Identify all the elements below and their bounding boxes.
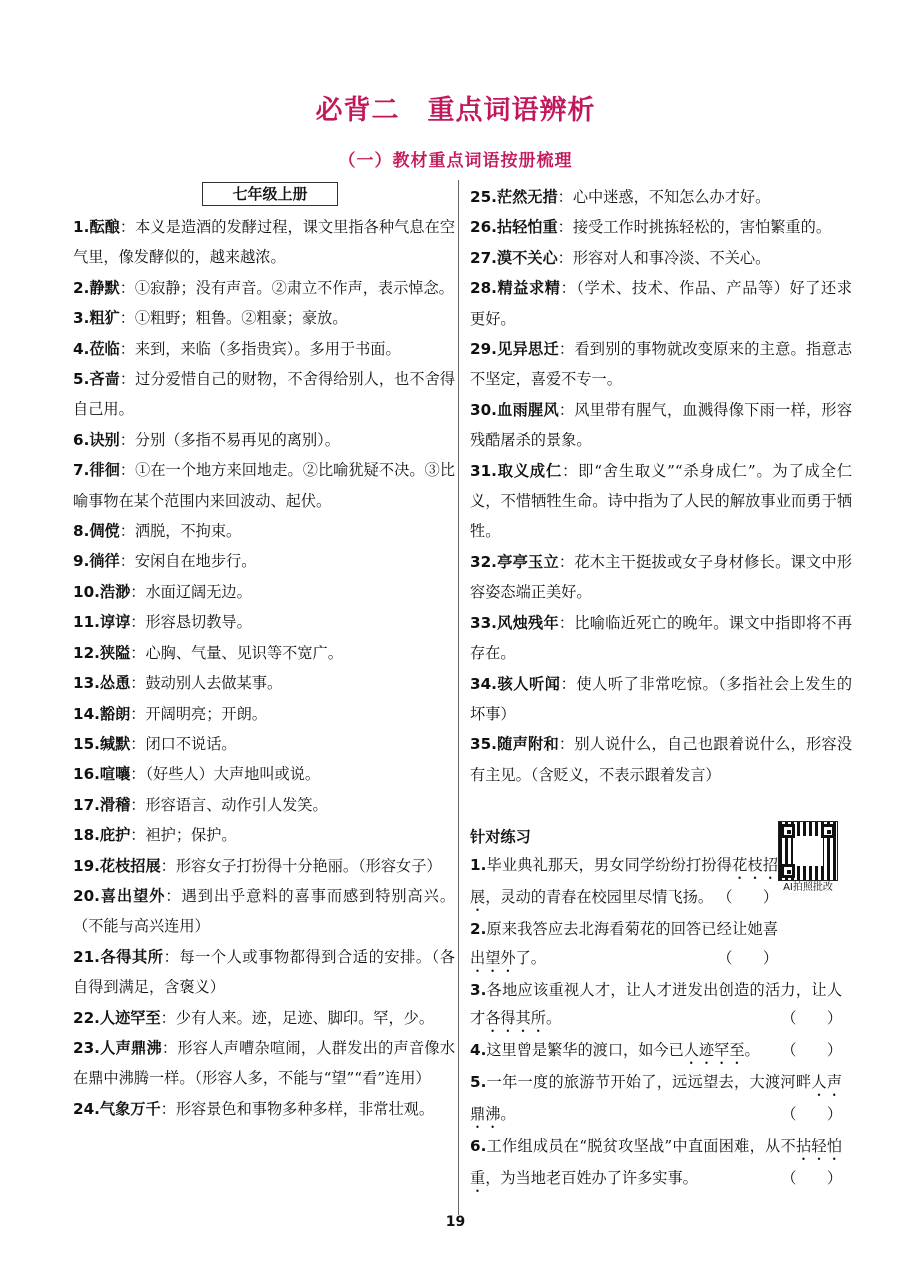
term-entry [73,303,455,333]
question-text: ，灵动的青春在校园里尽情飞扬。 [485,888,713,906]
entry-term: 倜傥 [89,522,120,541]
question-number: 3. [470,980,487,999]
entry-number: 9. [73,552,90,571]
entry-term: 精益求精 [496,279,561,298]
entry-term: 怂恿 [99,674,131,693]
term-entry [73,820,455,850]
right-column [470,182,852,790]
term-entry [73,546,455,576]
entry-term: 人迹罕至 [99,1008,161,1027]
entry-definition: ：（好些人）大声地叫或说。 [130,765,321,784]
entry-term: 莅临 [89,339,120,358]
entry-definition: ：心胸、气量、见识等不宽广。 [130,643,343,662]
entry-number: 28. [470,279,497,298]
entry-definition: ：本义是造酒的发酵过程，课文里指各种气息在空气里，像发酵似的，越来越浓。 [73,218,456,267]
entry-number: 16. [73,765,100,784]
entry-term: 血雨腥风 [496,400,559,419]
term-entry [470,608,852,669]
grade-label: 七年级上册 [202,182,338,206]
entry-definition: ：比喻临近死亡的晚年。课文中指即将不再存在。 [470,613,853,663]
entry-definition: ：袒护；保护。 [130,826,237,845]
dotted-term: 出望外 [470,948,516,967]
question-text: 一年一度的旅游节开始了，远远望去，大渡河畔 [486,1073,812,1092]
term-entry [73,790,455,820]
entry-number: 23. [73,1038,100,1057]
entry-term: 骇人听闻 [496,674,561,693]
entry-definition: ：少有人来。迹，足迹、脚印。罕，少。 [160,1008,435,1027]
answer-blank[interactable]: （ ） [781,1009,842,1028]
dotted-term: 人声鼎沸 [470,1073,843,1124]
term-entry [470,212,852,242]
entry-term: 喧嚷 [99,765,131,784]
entry-term: 缄默 [99,734,131,753]
entry-term: 吝啬 [89,370,120,389]
entry-term: 静默 [89,278,120,297]
question-text: ，为当地老百姓办了许多实事。 [485,1169,698,1188]
entry-term: 滑稽 [99,795,131,814]
entry-number: 22. [73,1008,100,1027]
term-entry [73,851,455,881]
entry-definition: ：形容女子打扮得十分艳丽。（形容女子） [160,856,442,875]
question-text: 毕业典礼那天，男女同学纷纷打扮得 [486,856,733,874]
term-entry [470,729,852,790]
entry-definition: ：①寂静；没有声音。②肃立不作声，表示悼念。 [119,278,454,297]
section-title: （一）教材重点词语按册梳理 [338,151,573,171]
question-number: 1. [470,856,487,874]
entry-definition: ：形容恳切教导。 [130,613,252,632]
entry-number: 34. [470,674,497,693]
question-number: 4. [470,1041,487,1060]
entry-definition: ：每一个人或事物都得到合适的安排。（各自得到满足，含褒义） [73,947,456,997]
entry-term: 徜徉 [89,552,120,571]
entry-term: 拈轻怕重 [496,218,558,237]
term-entry [73,1033,455,1094]
entry-definition: ：形容语言、动作引人发笑。 [130,795,328,814]
entry-number: 3. [73,309,90,328]
entry-number: 8. [73,522,90,541]
entry-definition: ：（学术、技术、作品、产品等）好了还求更好。 [470,279,853,328]
dotted-term: 花枝招展 [470,856,779,906]
entry-number: 27. [470,248,497,267]
question-list [470,851,842,1196]
entry-definition: ：来到，来临（多指贵宾）。多用于书面。 [119,339,401,358]
page-number: 19 [445,1214,466,1230]
right-entry-list [470,182,852,790]
practice-question [470,915,778,976]
entry-number: 7. [73,461,90,480]
entry-definition: ：分别（多指不易再见的离别）。 [119,430,340,449]
dotted-term: 各得其所 [485,1009,546,1028]
term-entry [470,273,852,334]
entry-number: 6. [73,430,90,449]
entry-number: 18. [73,826,100,845]
term-entry [73,881,455,942]
term-entry [73,759,455,789]
entry-number: 5. [73,370,90,389]
practice-question [470,1068,842,1132]
entry-number: 10. [73,582,100,601]
answer-blank[interactable]: （ ） [781,1169,842,1188]
practice-title: 针对练习 [470,828,531,846]
entry-term: 庇护 [99,826,131,845]
entry-number: 24. [73,1099,100,1118]
entry-definition: ：别人说什么，自己也跟着说什么，形容没有主见。（含贬义，不表示跟着发言） [470,735,853,784]
entry-number: 26. [470,218,497,237]
term-entry [73,668,455,698]
entry-number: 25. [470,188,497,206]
practice-section [470,823,842,1196]
column-divider [458,180,459,1215]
entry-definition: ：①粗野；粗鲁。②粗豪；豪放。 [119,309,348,328]
term-entry [73,516,455,546]
entry-term: 谆谆 [99,613,131,632]
term-entry [470,395,852,456]
entry-term: 酝酿 [89,218,120,236]
left-entry-list [73,212,455,1124]
entry-number: 33. [470,613,497,632]
term-entry [73,334,455,364]
entry-definition: ：风里带有腥气，血溅得像下雨一样，形容残酷屠杀的景象。 [470,400,853,450]
entry-term: 各得其所 [99,947,164,966]
entry-number: 13. [73,674,100,693]
answer-blank[interactable]: （ ） [717,948,778,967]
term-entry [73,607,455,637]
entry-number: 14. [73,704,100,723]
entry-definition: ：鼓动别人去做某事。 [130,674,283,693]
entry-definition: ：即“舍生取义”“杀身成仁”。为了成全仁义，不惜牺牲生命。诗中指为了人民的解放事业而勇于牺牲。 [470,461,853,541]
entry-term: 随声附和 [496,735,559,754]
entry-number: 35. [470,735,497,754]
practice-question [470,1132,842,1196]
term-entry [470,669,852,730]
entry-definition: ：过分爱惜自己的财物，不舍得给别人，也不舍得自己用。 [73,370,456,419]
entry-number: 19. [73,856,100,875]
entry-term: 狭隘 [99,643,131,662]
practice-question [470,851,778,915]
page-title: 必背二 重点词语辨析 [315,95,596,126]
entry-term: 浩渺 [99,582,131,601]
entry-term: 见异思迁 [496,340,559,359]
entry-definition: ：形容对人和事冷淡、不关心。 [557,248,771,267]
term-entry [470,182,852,212]
term-entry [73,455,455,516]
entry-number: 31. [470,461,497,480]
entry-number: 20. [73,886,100,905]
question-text: 。 [500,1105,516,1124]
entry-definition: ：洒脱，不拘束。 [119,522,242,541]
term-entry [73,1003,455,1033]
entry-number: 12. [73,643,100,662]
question-text: 各地应该重视人才，让人才迸发出创造的活力，让人才 [470,980,842,1028]
left-column [73,182,455,1124]
term-entry [470,547,852,608]
question-text: 这里曾是繁华的渡口，如今已 [486,1041,684,1060]
question-text: 工作组成员在“脱贫攻坚战”中直面困难，从不 [486,1137,796,1156]
entry-term: 豁朗 [99,704,131,723]
entry-term: 漠不关心 [496,248,558,267]
entry-number: 30. [470,400,497,419]
question-number: 6. [470,1137,487,1156]
term-entry [73,577,455,607]
term-entry [73,425,455,455]
entry-number: 2. [73,278,90,297]
qr-code-icon[interactable] [778,821,838,881]
answer-blank[interactable]: （ ） [717,888,778,906]
entry-definition: ：看到别的事物就改变原来的主意。指意志不坚定，喜爱不专一。 [470,340,853,389]
term-entry [470,243,852,273]
entry-number: 4. [73,339,90,358]
entry-definition: ：形容人声嘈杂喧闹，人群发出的声音像水在鼎中沸腾一样。（形容人多，不能与“望”“看”连用） [73,1038,456,1088]
qr-code[interactable] [778,821,838,895]
question-text: 了。 [515,948,546,967]
practice-question [470,976,842,1037]
entry-definition: ：接受工作时挑拣轻松的，害怕繁重的。 [557,218,832,237]
entry-definition: ：形容景色和事物多种多样，非常壮观。 [160,1099,435,1118]
qr-label: AI拍照批改 [783,882,833,893]
term-entry [73,638,455,668]
term-entry [73,729,455,759]
term-entry [470,334,852,395]
term-entry [73,212,455,273]
term-entry [73,942,455,1003]
entry-term: 花枝招展 [99,856,161,875]
entry-term: 茫然无措 [496,188,558,206]
entry-definition: ：心中迷惑，不知怎么办才好。 [557,188,771,206]
dotted-term: 人迹罕至 [683,1041,745,1060]
term-entry [73,273,455,303]
term-entry [470,456,852,547]
entry-definition: ：花木主干挺拔或女子身材修长。课文中形容姿态端正美好。 [470,552,853,602]
entry-term: 诀别 [89,430,120,449]
entry-term: 徘徊 [89,461,120,480]
entry-term: 取义成仁 [496,461,563,480]
entry-number: 1. [73,218,90,236]
question-text: 。 [545,1009,562,1028]
answer-blank[interactable]: （ ） [781,1105,842,1124]
entry-number: 29. [470,340,497,359]
entry-definition: ：闭口不说话。 [130,734,237,753]
practice-question [470,1036,842,1068]
entry-definition: ：遇到出乎意料的喜事而感到特别高兴。（不能与高兴连用） [73,886,455,936]
term-entry [73,364,455,425]
entry-number: 32. [470,552,497,571]
entry-term: 人声鼎沸 [99,1038,162,1057]
entry-definition: ：使人听了非常吃惊。（多指社会上发生的坏事） [470,674,853,723]
entry-definition: ：①在一个地方来回地走。②比喻犹疑不决。③比喻事物在某个范围内来回波动、起伏。 [73,461,456,510]
entry-number: 21. [73,947,100,966]
entry-term: 气象万千 [99,1099,161,1118]
question-number: 5. [470,1073,487,1092]
entry-term: 亭亭玉立 [496,552,559,571]
dotted-term: 拈轻怕重 [470,1137,842,1188]
term-entry [73,1094,455,1124]
question-text: 。 [744,1041,760,1060]
entry-term: 风烛残年 [496,613,559,632]
question-number: 2. [470,920,487,938]
entry-number: 15. [73,734,100,753]
term-entry [73,699,455,729]
entry-term: 粗犷 [89,309,120,328]
entry-number: 17. [73,795,100,814]
entry-number: 11. [73,613,100,632]
entry-definition: ：开阔明亮；开朗。 [130,704,267,723]
entry-term: 喜出望外 [99,886,166,905]
question-text: 原来我答应去北海看菊花的回答已经让她喜 [486,920,778,938]
entry-definition: ：安闲自在地步行。 [119,552,257,571]
answer-blank[interactable]: （ ） [781,1041,842,1060]
entry-definition: ：水面辽阔无边。 [130,582,252,601]
